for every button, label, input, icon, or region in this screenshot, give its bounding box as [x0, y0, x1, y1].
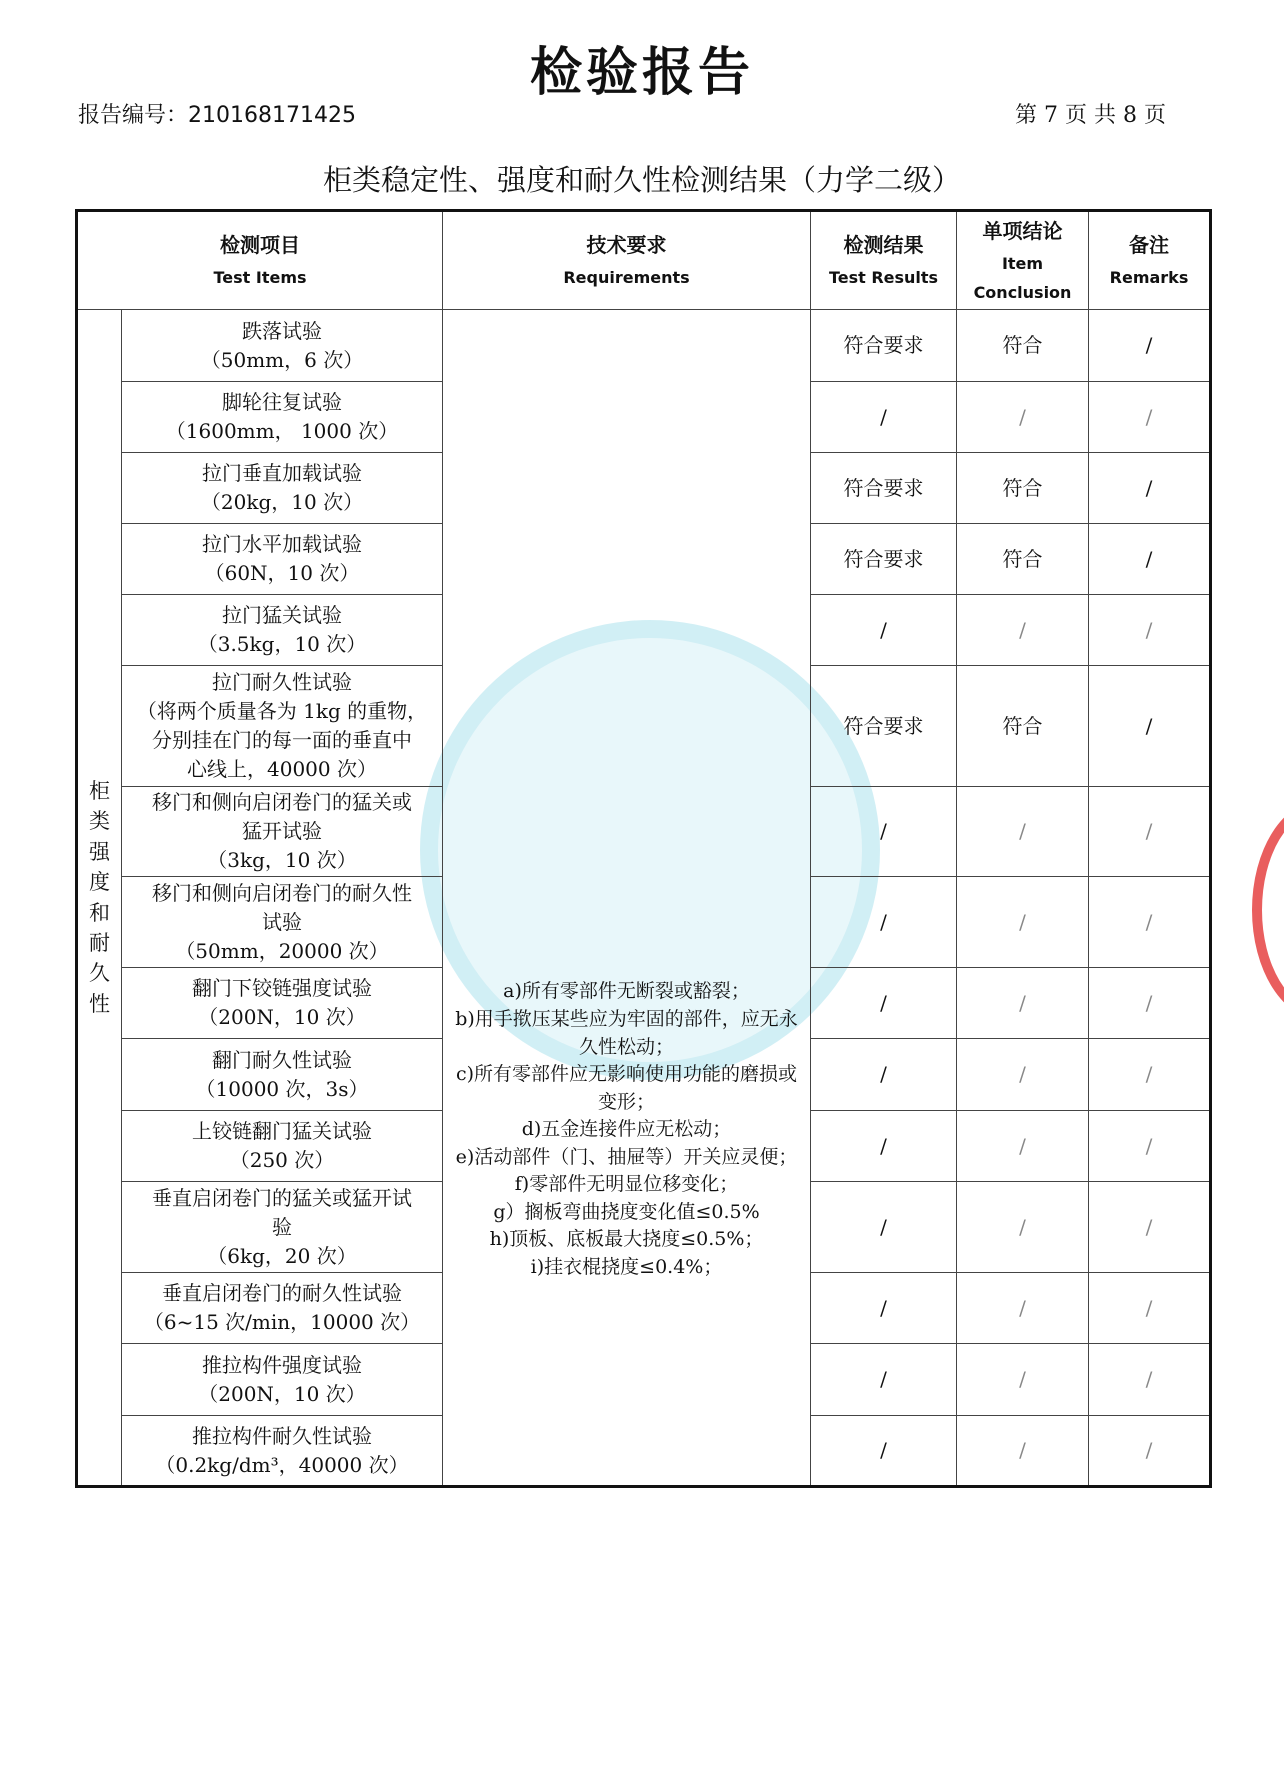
category-char: 类	[89, 809, 110, 834]
header-test-items-en: Test Items	[213, 268, 307, 288]
test-item-line: （将两个质量各为 1kg 的重物，	[136, 699, 428, 723]
test-item-cell	[122, 1344, 443, 1416]
item-conclusion-cell: /	[957, 1039, 1089, 1111]
requirement-line: h)顶板、底板最大挠度≤0.5%；	[489, 1228, 764, 1251]
remarks-cell: /	[1089, 453, 1211, 524]
item-conclusion-cell: /	[957, 382, 1089, 453]
test-result-cell: /	[811, 1039, 957, 1111]
remarks-cell: /	[1089, 310, 1211, 382]
header-test-items	[77, 211, 443, 310]
test-item-line: 猛开试验	[242, 819, 322, 843]
header-requirements-cn: 技术要求	[586, 233, 667, 258]
test-item-line: 验	[272, 1214, 292, 1239]
item-conclusion-cell: /	[957, 1416, 1089, 1487]
test-item-line: 垂直启闭卷门的猛关或猛开试	[152, 1185, 412, 1210]
remarks-cell: /	[1089, 1039, 1211, 1111]
test-result-cell: 符合要求	[811, 453, 957, 524]
test-item-line: （50mm，6 次）	[200, 347, 364, 372]
header-item-conclusion-en1: Item	[1001, 253, 1044, 273]
test-result-cell: /	[811, 1273, 957, 1344]
requirement-line: i)挂衣棍挠度≤0.4%；	[530, 1255, 723, 1278]
header-remarks	[1089, 211, 1211, 310]
test-item-line: 分别挂在门的每一面的垂直中	[152, 728, 412, 752]
item-conclusion-cell: /	[957, 968, 1089, 1039]
test-result-cell: 符合要求	[811, 310, 957, 382]
table-header-row	[77, 211, 1211, 310]
header-test-results	[811, 211, 957, 310]
test-item-line: （250 次）	[229, 1148, 335, 1172]
category-char: 度	[89, 870, 110, 895]
remarks-cell: /	[1089, 1273, 1211, 1344]
requirement-line: g）搁板弯曲挠度变化值≤0.5%	[493, 1200, 760, 1223]
report-number: 报告编号：210168171425	[78, 103, 356, 128]
test-item-cell	[122, 524, 443, 595]
category-char: 和	[89, 900, 110, 925]
test-item-line: （6~15 次/min，10000 次）	[143, 1310, 421, 1334]
test-item-line: 翻门下铰链强度试验	[192, 976, 372, 1000]
test-item-line: （6kg，20 次）	[207, 1243, 357, 1268]
test-item-line: 推拉构件强度试验	[202, 1352, 362, 1377]
table-body	[77, 310, 1211, 1487]
page-number: 第 7 页 共 8 页	[1015, 103, 1166, 128]
test-item-line: 移门和侧向启闭卷门的猛关或	[152, 790, 412, 814]
test-item-line: 拉门猛关试验	[222, 603, 342, 627]
test-item-cell	[122, 1039, 443, 1111]
item-conclusion-cell: 符合	[957, 310, 1089, 382]
header-remarks-en: Remarks	[1109, 268, 1189, 288]
test-item-cell	[122, 666, 443, 787]
category-char: 久	[89, 961, 110, 986]
remarks-cell: /	[1089, 877, 1211, 968]
results-table	[75, 209, 1212, 1488]
remarks-cell: /	[1089, 382, 1211, 453]
section-subtitle: 柜类稳定性、强度和耐久性检测结果（力学二级）	[322, 163, 961, 197]
test-item-cell	[122, 595, 443, 666]
test-item-cell	[122, 1416, 443, 1487]
test-item-line: 翻门耐久性试验	[212, 1047, 352, 1072]
requirement-line: c)所有零部件应无影响使用功能的磨损或变形；	[455, 1063, 798, 1113]
item-conclusion-cell: 符合	[957, 524, 1089, 595]
test-item-line: （10000 次，3s）	[195, 1076, 369, 1101]
test-result-cell: /	[811, 877, 957, 968]
test-item-line: 心线上，40000 次）	[187, 757, 377, 781]
remarks-cell: /	[1089, 595, 1211, 666]
requirements-cell	[443, 310, 811, 1487]
category-char: 强	[89, 839, 110, 864]
test-item-cell	[122, 968, 443, 1039]
test-item-line: （1600mm， 1000 次）	[165, 419, 399, 443]
item-conclusion-cell: /	[957, 1344, 1089, 1416]
test-item-line: 拉门水平加载试验	[202, 532, 362, 556]
remarks-cell: /	[1089, 1344, 1211, 1416]
category-char: 性	[89, 991, 110, 1016]
table-row	[77, 310, 1211, 382]
remarks-cell: /	[1089, 524, 1211, 595]
red-seal-stamp	[1252, 800, 1284, 1020]
requirement-line: e)活动部件（门、抽屉等）开关应灵便；	[455, 1145, 798, 1168]
item-conclusion-cell: /	[957, 877, 1089, 968]
category-cell	[77, 310, 122, 1487]
item-conclusion-cell: 符合	[957, 666, 1089, 787]
test-result-cell: /	[811, 1182, 957, 1273]
item-conclusion-cell: /	[957, 1182, 1089, 1273]
test-result-cell: /	[811, 1416, 957, 1487]
test-item-line: （50mm，20000 次）	[175, 938, 389, 963]
header-test-results-cn: 检测结果	[843, 233, 924, 258]
test-item-cell	[122, 1111, 443, 1182]
test-result-cell: /	[811, 1111, 957, 1182]
test-result-cell: 符合要求	[811, 524, 957, 595]
item-conclusion-cell: 符合	[957, 453, 1089, 524]
header-item-conclusion	[957, 211, 1089, 310]
header-remarks-cn: 备注	[1129, 233, 1169, 258]
requirement-line: f)零部件无明显位移变化；	[514, 1173, 739, 1196]
requirement-line: b)用手揿压某些应为牢固的部件，应无永久性松动；	[455, 1008, 798, 1058]
test-item-line: 拉门耐久性试验	[212, 670, 352, 694]
item-conclusion-cell: /	[957, 787, 1089, 877]
page-title: 检验报告	[529, 43, 754, 103]
header-test-items-cn: 检测项目	[220, 233, 300, 258]
header-item-conclusion-cn: 单项结论	[982, 218, 1063, 243]
test-item-cell	[122, 1182, 443, 1273]
remarks-cell: /	[1089, 787, 1211, 877]
item-conclusion-cell: /	[957, 595, 1089, 666]
header-requirements-en: Requirements	[563, 268, 690, 288]
test-item-line: 推拉构件耐久性试验	[192, 1423, 372, 1448]
test-item-cell	[122, 310, 443, 382]
test-item-line: 移门和侧向启闭卷门的耐久性	[152, 880, 412, 905]
test-item-cell	[122, 453, 443, 524]
test-item-line: 跌落试验	[242, 318, 322, 343]
header-test-results-en: Test Results	[828, 268, 939, 288]
item-conclusion-cell: /	[957, 1111, 1089, 1182]
test-result-cell: /	[811, 382, 957, 453]
test-item-cell	[122, 787, 443, 877]
test-item-line: （200N，10 次）	[198, 1381, 366, 1406]
test-item-cell	[122, 877, 443, 968]
test-item-line: （200N，10 次）	[198, 1005, 366, 1029]
test-item-line: 脚轮往复试验	[222, 390, 342, 414]
header-item-conclusion-en2: Conclusion	[973, 283, 1072, 302]
remarks-cell: /	[1089, 666, 1211, 787]
test-result-cell: /	[811, 968, 957, 1039]
requirement-line: a)所有零部件无断裂或豁裂；	[503, 980, 750, 1003]
header-requirements	[443, 211, 811, 310]
test-item-line: （3.5kg，10 次）	[197, 632, 367, 656]
test-result-cell: /	[811, 595, 957, 666]
test-item-line: （60N，10 次）	[204, 561, 360, 585]
remarks-cell: /	[1089, 1111, 1211, 1182]
test-result-cell: /	[811, 1344, 957, 1416]
test-item-line: 拉门垂直加载试验	[202, 461, 362, 485]
test-item-cell	[122, 382, 443, 453]
remarks-cell: /	[1089, 1182, 1211, 1273]
test-item-cell	[122, 1273, 443, 1344]
remarks-cell: /	[1089, 968, 1211, 1039]
remarks-cell: /	[1089, 1416, 1211, 1487]
category-char: 柜	[89, 778, 110, 803]
test-result-cell: /	[811, 787, 957, 877]
test-item-line: （20kg，10 次）	[200, 490, 364, 514]
test-item-line: （3kg，10 次）	[207, 848, 357, 872]
test-result-cell: 符合要求	[811, 666, 957, 787]
category-char: 耐	[89, 930, 110, 955]
test-item-line: 垂直启闭卷门的耐久性试验	[162, 1281, 402, 1305]
test-item-line: 上铰链翻门猛关试验	[192, 1119, 372, 1143]
requirement-line: d)五金连接件应无松动；	[521, 1118, 732, 1141]
item-conclusion-cell: /	[957, 1273, 1089, 1344]
test-item-line: （0.2kg/dm³，40000 次）	[155, 1452, 409, 1477]
test-item-line: 试验	[262, 909, 302, 934]
